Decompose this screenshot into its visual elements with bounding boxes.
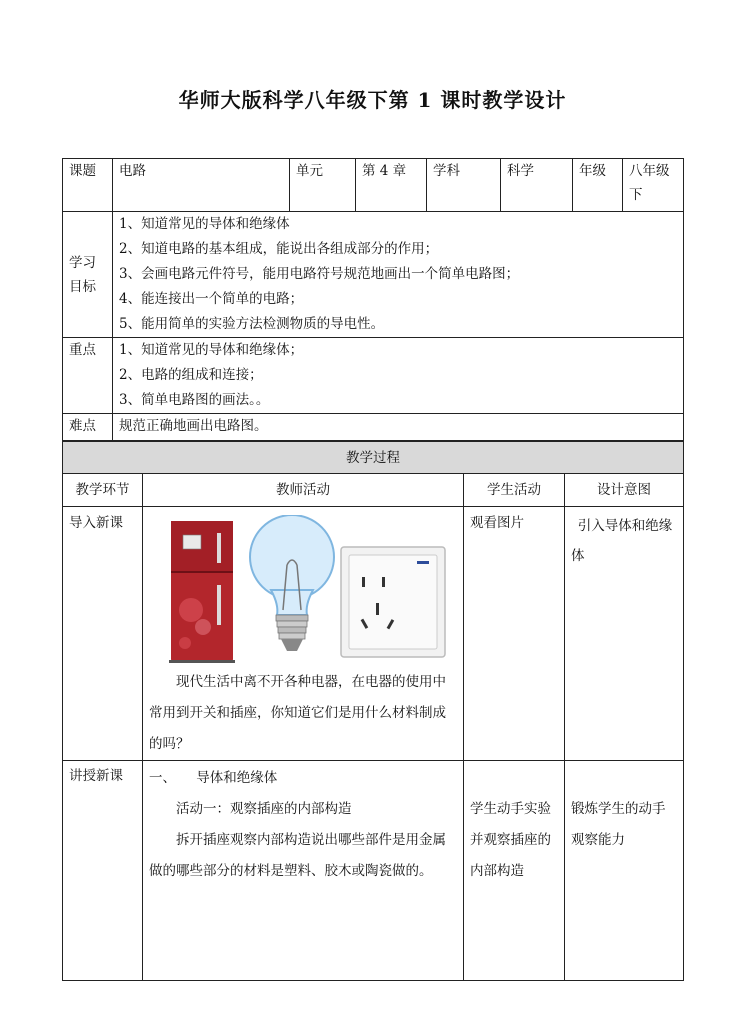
grade-value: 八年级下 — [623, 159, 684, 212]
power-socket-image — [341, 547, 445, 657]
student-activity-intro: 观看图片 — [464, 507, 565, 761]
difficulty-label: 难点 — [63, 414, 113, 441]
header-teacher: 教师活动 — [143, 474, 464, 507]
document-title: 华师大版科学八年级下第 1 课时教学设计 — [178, 88, 567, 112]
subject-label: 学科 — [427, 159, 501, 212]
difficulty-row — [63, 414, 684, 441]
teaching-process-table — [62, 441, 684, 981]
process-header-row — [63, 474, 684, 507]
table-row — [63, 761, 684, 981]
key-point-item: 3、简单电路图的画法。。 — [119, 392, 270, 408]
objective-item: 3、会画电路元件符号，能用电路符号规范地画出一个简单电路图； — [119, 266, 520, 282]
process-band: 教学过程 — [63, 442, 684, 474]
info-row — [63, 159, 684, 212]
student-activity-new: 学生动手实验并观察插座的内部构造 — [464, 761, 565, 981]
header-intent: 设计意图 — [565, 474, 684, 507]
appliance-images — [163, 515, 457, 663]
key-point-item: 2、电路的组成和连接； — [119, 367, 263, 383]
teacher-text-intro: 现代生活中离不开各种电器，在电器的使用中常用到开关和插座，你知道它们是用什么材料制成的吗？ — [149, 674, 446, 752]
light-bulb-image — [250, 515, 334, 651]
objective-item: 2、知道电路的基本组成，能说出各组成部分的作用； — [119, 241, 439, 257]
objective-item: 5、能用简单的实验方法检测物质的导电性。 — [119, 316, 385, 332]
design-intent-new: 锻炼学生的动手观察能力 — [565, 761, 684, 981]
table-row — [63, 507, 684, 761]
unit-label: 单元 — [290, 159, 356, 212]
teacher-text-new: 拆开插座观察内部构造说出哪些部件是用金属做的哪些部分的材料是塑料、胶木或陶瓷做的。 — [149, 832, 446, 879]
key-points-list — [113, 338, 684, 414]
teacher-activity-new — [143, 761, 464, 981]
phase-new-lesson: 讲授新课 — [63, 761, 143, 981]
refrigerator-image — [169, 521, 235, 663]
objectives-list — [113, 212, 684, 338]
lesson-info-table — [62, 158, 684, 441]
header-student: 学生活动 — [464, 474, 565, 507]
objectives-label: 学习目标 — [63, 212, 113, 338]
difficulty-value: 规范正确地画出电路图。 — [113, 414, 684, 441]
key-points-row — [63, 338, 684, 414]
process-band-row — [63, 442, 684, 474]
phase-intro: 导入新课 — [63, 507, 143, 761]
section-heading: 一、 导体和绝缘体 — [149, 770, 278, 786]
design-intent-intro: 引入导体和绝缘体 — [565, 507, 684, 761]
objectives-row — [63, 212, 684, 338]
key-point-item: 1、知道常见的导体和绝缘体； — [119, 342, 304, 358]
objective-item: 1、知道常见的导体和绝缘体 — [119, 216, 290, 232]
grade-label: 年级 — [573, 159, 623, 212]
topic-label: 课题 — [63, 159, 113, 212]
activity-title: 活动一：观察插座的内部构造 — [176, 801, 352, 817]
key-points-label: 重点 — [63, 338, 113, 414]
header-phase: 教学环节 — [63, 474, 143, 507]
teacher-activity-intro — [143, 507, 464, 761]
topic-value: 电路 — [113, 159, 290, 212]
appliance-illustration — [163, 515, 453, 663]
unit-value: 第 4 章 — [356, 159, 427, 212]
subject-value: 科学 — [501, 159, 573, 212]
objective-item: 4、能连接出一个简单的电路； — [119, 291, 304, 307]
